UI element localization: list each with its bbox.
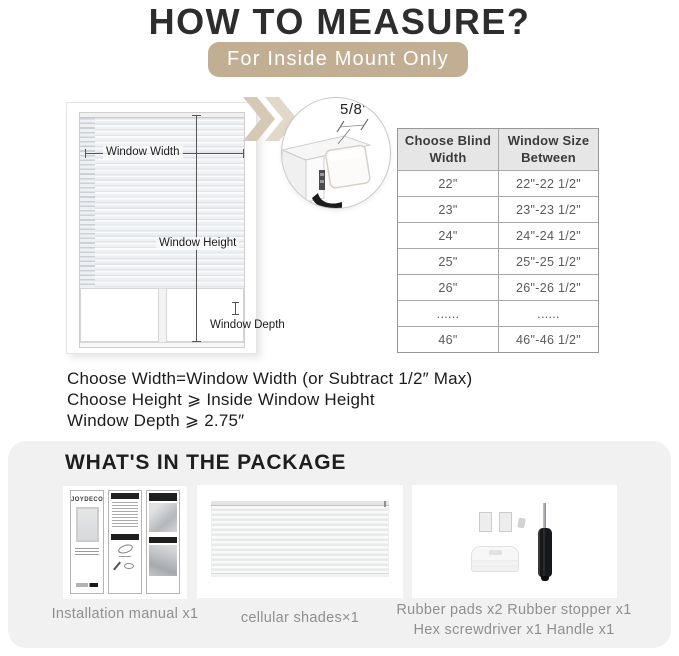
cellular-shade-graphic bbox=[211, 501, 389, 579]
window-depth-label: Window Depth bbox=[210, 319, 285, 331]
installation-manual-image bbox=[63, 486, 187, 599]
table-cell: 24"-24 1/2" bbox=[498, 223, 598, 248]
hardware-kit-label-line2: Hex screwdriver x1 Handle x1 bbox=[413, 622, 615, 638]
manual-pages bbox=[70, 490, 180, 594]
table-row bbox=[398, 196, 598, 222]
page-title: HOW TO MEASURE? bbox=[148, 1, 531, 42]
window-width-label: Window Width bbox=[103, 146, 183, 159]
shade-bottom-rail bbox=[211, 573, 389, 577]
table-cell: 46" bbox=[438, 332, 458, 347]
bracket-closeup-icon bbox=[282, 98, 391, 209]
cellular-blind bbox=[80, 118, 244, 288]
table-row bbox=[398, 326, 598, 352]
table-row bbox=[398, 274, 598, 300]
table-row bbox=[398, 300, 598, 326]
measuring-notes bbox=[67, 368, 472, 431]
depth-dimension-mark bbox=[235, 302, 236, 315]
manual-paragraph-lines bbox=[112, 502, 138, 528]
table-cell: 23"-23 1/2" bbox=[498, 197, 598, 222]
screwdriver-shaft bbox=[543, 503, 546, 529]
table-cell: 46"-46 1/2" bbox=[498, 327, 598, 352]
window-sill bbox=[80, 342, 244, 347]
manual-step-bar bbox=[149, 493, 177, 501]
window-pane-left bbox=[80, 288, 159, 342]
window-height-label: Window Height bbox=[156, 237, 239, 250]
note-width: Choose Width=Window Width (or Subtract 1/2″ Max) bbox=[67, 369, 473, 388]
table-header-window-size: Window Size Between bbox=[498, 129, 598, 170]
hardware-kit-label bbox=[389, 600, 639, 640]
window-mullion bbox=[159, 288, 166, 342]
manual-brand-text: JOYDECO bbox=[71, 497, 104, 503]
note-depth: Window Depth ⩾ 2.75″ bbox=[67, 411, 245, 430]
table-cell: 26"-26 1/2" bbox=[498, 275, 598, 300]
rubber-stopper bbox=[517, 517, 526, 528]
table-cell: 24" bbox=[438, 228, 458, 243]
bracket-dimension-label: 5/8" bbox=[340, 101, 369, 118]
manual-caption-line bbox=[119, 556, 131, 557]
manual-cover-logo-bar bbox=[76, 583, 98, 587]
rubber-pad bbox=[499, 512, 512, 532]
part-drawing bbox=[124, 563, 134, 569]
table-cell: 25"-25 1/2" bbox=[498, 249, 598, 274]
window-panes bbox=[80, 288, 244, 342]
hex-screwdriver bbox=[538, 528, 552, 577]
hardware-kit-label-line1: Rubber pads x2 Rubber stopper x1 bbox=[396, 602, 632, 618]
cellular-shades-label: cellular shades×1 bbox=[240, 610, 360, 626]
note-height: Choose Height ⩾ Inside Window Height bbox=[67, 390, 375, 409]
screwdriver-drawing bbox=[113, 562, 121, 571]
manual-step-bar bbox=[149, 537, 177, 543]
manual-cover-page bbox=[70, 490, 104, 594]
bracket-magnifier-circle bbox=[281, 97, 391, 209]
table-header-row bbox=[398, 129, 598, 170]
table-header-blind-width: Choose Blind Width bbox=[398, 129, 498, 170]
window-pane-right bbox=[166, 288, 245, 342]
manual-tool-drawings bbox=[109, 561, 141, 571]
manual-cover-text-lines bbox=[75, 548, 99, 556]
shade-headrail bbox=[211, 501, 389, 506]
inside-mount-badge: For Inside Mount Only bbox=[208, 42, 468, 77]
manual-section-bar bbox=[111, 493, 139, 499]
table-cell: 22" bbox=[438, 176, 458, 191]
manual-part-drawing bbox=[117, 543, 134, 555]
cellular-shades-image bbox=[197, 485, 403, 598]
height-dimension-line bbox=[196, 115, 197, 342]
blind-pleat-stack bbox=[80, 118, 95, 288]
window-illustration bbox=[66, 102, 285, 354]
table-row bbox=[398, 170, 598, 196]
package-title: WHAT'S IN THE PACKAGE bbox=[65, 451, 347, 474]
table-cell: ...... bbox=[436, 306, 460, 321]
rubber-pad bbox=[479, 512, 492, 532]
table-cell: 22"-22 1/2" bbox=[498, 171, 598, 196]
manual-step-photo bbox=[149, 545, 177, 576]
table-row bbox=[398, 222, 598, 248]
installation-manual-label: Installation manual x1 bbox=[51, 606, 199, 622]
handle-part bbox=[471, 546, 519, 572]
hardware-kit-image bbox=[412, 485, 617, 598]
manual-step-photo bbox=[149, 503, 177, 532]
table-cell: 25" bbox=[438, 254, 458, 269]
manual-steps-page bbox=[146, 490, 180, 594]
table-row bbox=[398, 248, 598, 274]
size-table bbox=[397, 128, 599, 353]
table-cell: 26" bbox=[438, 280, 458, 295]
shade-pleats bbox=[211, 506, 389, 573]
manual-section-bar bbox=[111, 534, 139, 540]
table-cell: 23" bbox=[438, 202, 458, 217]
table-cell: ...... bbox=[498, 301, 598, 326]
manual-middle-page bbox=[108, 490, 142, 594]
manual-cover-window-image bbox=[76, 507, 99, 542]
